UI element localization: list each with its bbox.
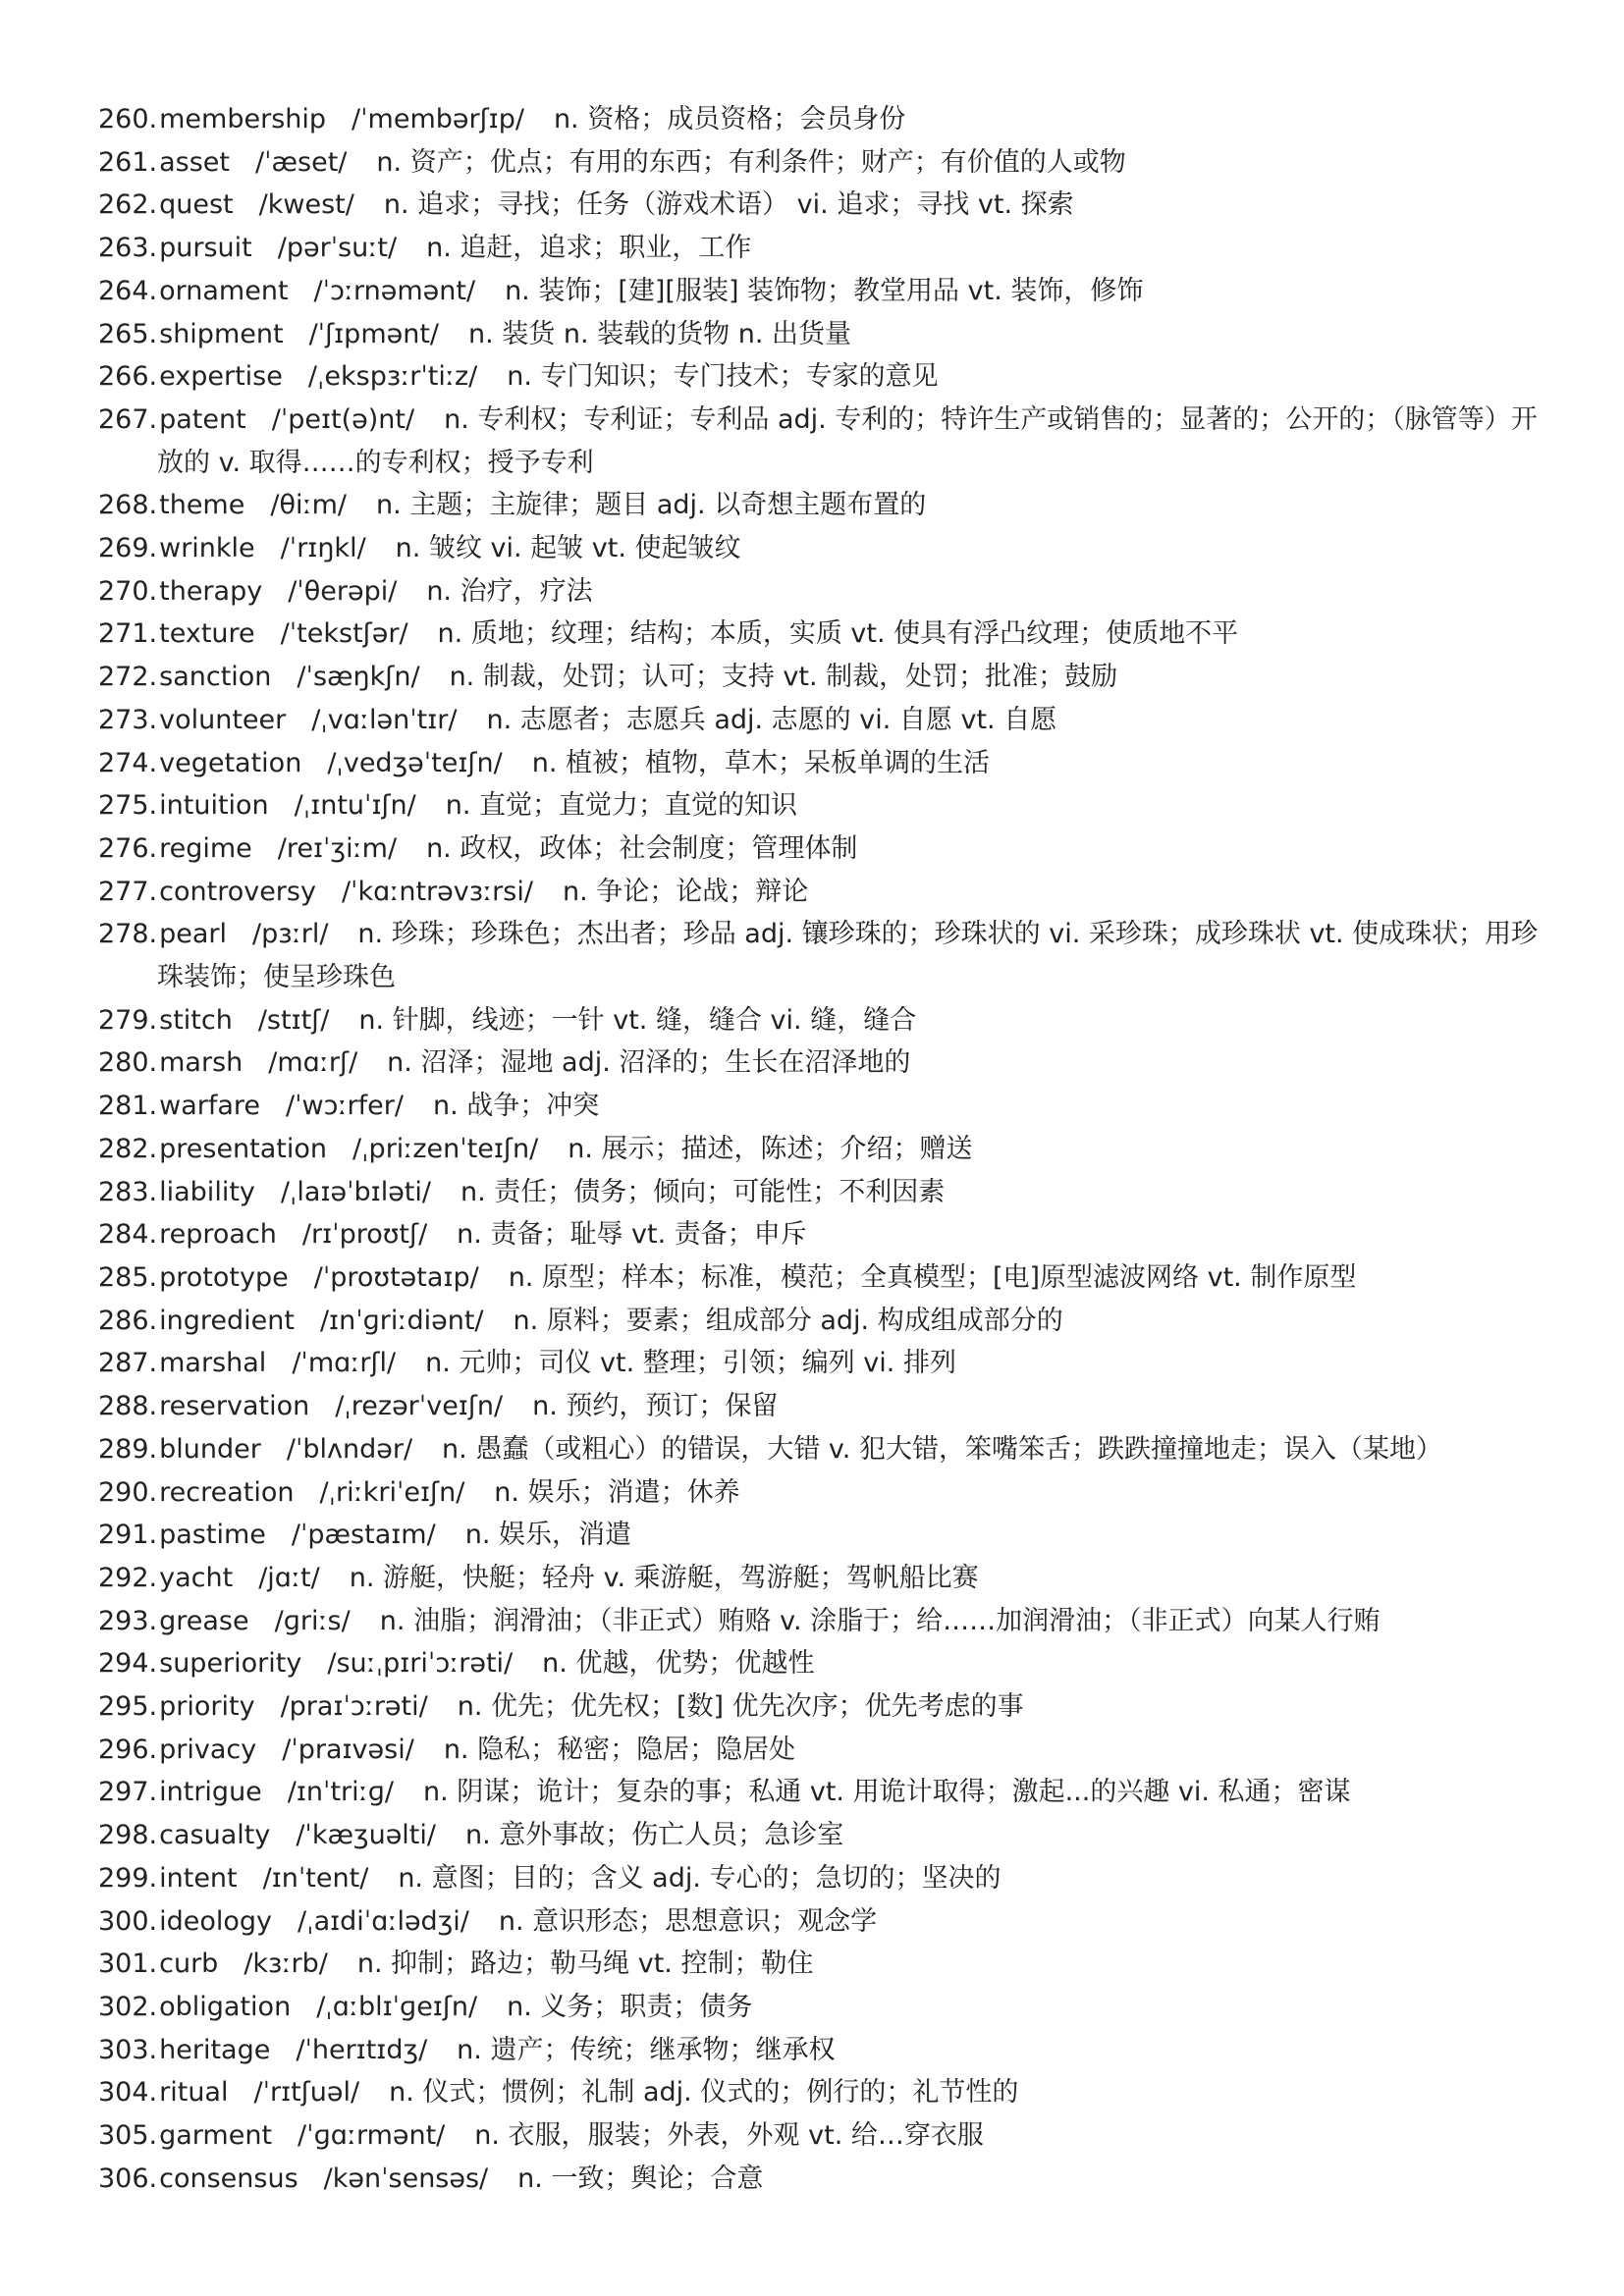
entry-pronunciation: /kwest/: [258, 189, 354, 221]
entry-pronunciation: /ˌvɑːlənˈtɪr/: [311, 704, 458, 735]
entry-number: 299.: [98, 1862, 158, 1894]
entry-pronunciation: /ɪnˈɡriːdiənt/: [319, 1305, 484, 1336]
entry-number: 291.: [98, 1520, 158, 1551]
entry-definition: n. 隐私；秘密；隐居；隐居处: [443, 1734, 796, 1765]
entry-pronunciation: /ˈɔːrnəmənt/: [313, 275, 476, 306]
entry-word: priority: [159, 1691, 255, 1723]
entry-word: ingredient: [159, 1305, 295, 1336]
vocab-entry: [98, 1128, 1542, 1171]
entry-pronunciation: /ˈrɪtʃuəl/: [253, 2077, 360, 2109]
entry-word: curb: [159, 1949, 219, 1980]
entry-definition: n. 预约，预订；保留: [532, 1391, 779, 1422]
entry-word: texture: [159, 618, 255, 650]
entry-pronunciation: /ɡriːs/: [274, 1605, 351, 1636]
entry-word: prototype: [159, 1261, 289, 1293]
entry-word: recreation: [159, 1476, 295, 1508]
entry-definition: n. 质地；纹理；结构；本质，实质 vt. 使具有浮凸纹理；使质地不平: [437, 618, 1239, 650]
entry-number: 266.: [98, 361, 158, 393]
entry-definition: n. 专门知识；专门技术；专家的意见: [507, 361, 939, 393]
vocab-entry: [98, 2029, 1542, 2072]
vocab-entry: [98, 1943, 1542, 1986]
entry-pronunciation: /ˈproʊtətaɪp/: [313, 1261, 479, 1293]
vocab-entry: [98, 1171, 1542, 1214]
entry-definition: n. 意识形态；思想意识；观念学: [498, 1905, 878, 1937]
vocab-entry: [98, 784, 1542, 828]
entry-number: 290.: [98, 1476, 158, 1508]
entry-definition: n. 一致；舆论；合意: [517, 2163, 764, 2194]
entry-definition: n. 愚蠢（或粗心）的错误，大错 v. 犯大错，笨嘴笨舌；跌跌撞撞地走；误入（某地）: [442, 1433, 1442, 1465]
vocab-entry: [98, 1857, 1542, 1900]
entry-word: heritage: [159, 2034, 271, 2065]
entry-pronunciation: /rɪˈproʊtʃ/: [301, 1219, 428, 1251]
entry-word: pearl: [159, 919, 228, 950]
vocab-entry: [98, 1256, 1542, 1300]
entry-number: 262.: [98, 189, 158, 221]
vocab-entry: [98, 1900, 1542, 1944]
vocab-entry: [98, 98, 1542, 141]
entry-definition: n. 展示；描述，陈述；介绍；赠送: [568, 1133, 973, 1164]
entry-number: 306.: [98, 2163, 158, 2194]
entry-word: marshal: [159, 1348, 267, 1379]
entry-word: blunder: [159, 1433, 261, 1465]
entry-pronunciation: /ˈɡɑːrmənt/: [298, 2120, 446, 2152]
entry-number: 270.: [98, 575, 158, 607]
entry-pronunciation: /reɪˈʒiːm/: [277, 832, 398, 864]
entry-pronunciation: /ˈmembərʃɪp/: [352, 104, 524, 134]
entry-pronunciation: /ˌrezərˈveɪʃn/: [335, 1391, 504, 1422]
entry-pronunciation: /pɜːrl/: [252, 919, 329, 950]
entry-word: expertise: [159, 361, 283, 393]
entry-pronunciation: /ˈpraɪvəsi/: [282, 1734, 414, 1765]
entry-word: quest: [159, 189, 234, 221]
entry-definition: n. 娱乐；消遣；休养: [494, 1476, 740, 1508]
entry-definition: n. 遗产；传统；继承物；继承权: [457, 2034, 836, 2065]
entry-number: 304.: [98, 2077, 158, 2109]
entry-definition: n. 植被；植物，草木；呆板单调的生活: [531, 747, 990, 778]
vocab-entry: [98, 2158, 1542, 2201]
entry-pronunciation: /stɪtʃ/: [257, 1004, 330, 1036]
entry-word: garment: [159, 2120, 273, 2152]
vocab-entry: [98, 570, 1542, 614]
entry-number: 263.: [98, 233, 158, 264]
entry-definition: n. 衣服，服装；外表，外观 vt. 给…穿衣服: [474, 2120, 984, 2152]
vocab-entry: [98, 828, 1542, 871]
vocab-entry: [98, 141, 1542, 185]
entry-word: marsh: [159, 1047, 244, 1079]
entry-word: asset: [159, 146, 231, 178]
vocab-entry: [98, 1729, 1542, 1772]
entry-number: 261.: [98, 146, 158, 178]
entry-number: 282.: [98, 1133, 158, 1164]
entry-word: grease: [159, 1605, 249, 1636]
entry-pronunciation: /kənˈsensəs/: [323, 2163, 489, 2194]
vocab-entry: [98, 1041, 1542, 1085]
entry-word: warfare: [159, 1091, 261, 1122]
entry-definition: n. 油脂；润滑油；（非正式）贿赂 v. 涂脂于；给……加润滑油；（非正式）向某人行贿: [379, 1605, 1380, 1636]
vocab-entry: [98, 1471, 1542, 1515]
entry-number: 260.: [98, 104, 158, 134]
entry-word: vegetation: [159, 747, 302, 778]
entry-number: 279.: [98, 1004, 158, 1036]
entry-pronunciation: /ˈpæstaɪm/: [291, 1520, 436, 1551]
entry-number: 274.: [98, 747, 158, 778]
vocab-entry: [98, 1213, 1542, 1256]
entry-word: reproach: [159, 1219, 277, 1251]
entry-pronunciation: /praɪˈɔːrəti/: [280, 1691, 428, 1723]
entry-word: ornament: [159, 275, 289, 306]
vocab-entry: [98, 656, 1542, 699]
vocab-entry: [98, 999, 1542, 1042]
entry-pronunciation: /ˌaɪdiˈɑːlədʒi/: [298, 1905, 469, 1937]
vocab-entry: [98, 613, 1542, 656]
entry-pronunciation: /ˌlaɪəˈbɪləti/: [280, 1176, 431, 1207]
vocab-entry: [98, 313, 1542, 356]
vocab-entry: [98, 355, 1542, 399]
entry-definition: n. 针脚，线迹；一针 vt. 缝，缝合 vi. 缝，缝合: [358, 1004, 917, 1036]
entry-number: 278.: [98, 919, 158, 950]
vocab-entry: [98, 1685, 1542, 1729]
vocab-entry: [98, 742, 1542, 785]
entry-pronunciation: /ˈkɑːntrəvɜːrsi/: [341, 876, 533, 907]
entry-number: 276.: [98, 832, 158, 864]
entry-number: 268.: [98, 490, 158, 521]
entry-pronunciation: /ˈθerəpi/: [288, 575, 398, 607]
entry-word: pursuit: [159, 233, 252, 264]
entry-number: 300.: [98, 1905, 158, 1937]
entry-definition: n. 义务；职责；债务: [507, 1991, 753, 2022]
entry-definition: n. 娱乐，消遣: [464, 1520, 631, 1551]
entry-number: 288.: [98, 1391, 158, 1422]
entry-number: 301.: [98, 1949, 158, 1980]
entry-word: sanction: [159, 662, 272, 693]
entry-pronunciation: /ˈrɪŋkl/: [280, 533, 366, 564]
entry-word: privacy: [159, 1734, 257, 1765]
entry-definition: n. 直觉；直觉力；直觉的知识: [445, 790, 798, 822]
vocab-entry: [98, 1385, 1542, 1428]
entry-word: reservation: [159, 1391, 310, 1422]
entry-number: 275.: [98, 790, 158, 822]
entry-definition: n. 追求；寻找；任务（游戏术语） vi. 追求；寻找 vt. 探索: [383, 189, 1074, 221]
entry-number: 305.: [98, 2120, 158, 2152]
vocab-entry: [98, 1300, 1542, 1343]
entry-word: casualty: [159, 1820, 271, 1851]
entry-pronunciation: /ˈæset/: [255, 146, 348, 178]
vocab-entry: [98, 1814, 1542, 1857]
entry-pronunciation: /jɑːt/: [258, 1562, 320, 1593]
vocabulary-list: [98, 98, 1542, 2200]
entry-number: 283.: [98, 1176, 158, 1207]
vocab-entry: [98, 1085, 1542, 1128]
entry-word: superiority: [159, 1648, 302, 1680]
entry-pronunciation: /ˌpriːzenˈteɪʃn/: [352, 1133, 539, 1164]
vocab-entry: [98, 1986, 1542, 2029]
entry-word: patent: [159, 403, 246, 435]
vocab-entry: [98, 699, 1542, 742]
vocab-entry: [98, 1514, 1542, 1557]
entry-pronunciation: /θiːm/: [270, 490, 347, 521]
vocab-entry: [98, 484, 1542, 527]
entry-definition: n. 抑制；路边；勒马绳 vt. 控制；勒住: [356, 1949, 814, 1980]
entry-word: shipment: [159, 318, 284, 349]
entry-pronunciation: /ˌɪntuˈɪʃn/: [294, 790, 416, 822]
entry-word: ideology: [159, 1905, 273, 1937]
entry-word: intent: [159, 1862, 238, 1894]
entry-definition: n. 装饰；[建][服装] 装饰物；教堂用品 vt. 装饰，修饰: [505, 275, 1144, 306]
entry-definition: n. 仪式；惯例；礼制 adj. 仪式的；例行的；礼节性的: [389, 2077, 1019, 2109]
entry-definition: n. 装货 n. 装载的货物 n. 出货量: [468, 318, 852, 349]
entry-number: 280.: [98, 1047, 158, 1079]
entry-definition: n. 治疗，疗法: [426, 575, 593, 607]
entry-definition: n. 主题；主旋律；题目 adj. 以奇想主题布置的: [375, 490, 927, 521]
entry-pronunciation: /ˌɑːblɪˈɡeɪʃn/: [316, 1991, 478, 2022]
vocab-entry: [98, 270, 1542, 313]
entry-pronunciation: /ɪnˈtent/: [262, 1862, 369, 1894]
entry-number: 292.: [98, 1562, 158, 1593]
entry-pronunciation: /ˈkæʒuəlti/: [296, 1820, 436, 1851]
entry-definition: n. 优越，优势；优越性: [542, 1648, 815, 1680]
vocab-entry: [98, 1557, 1542, 1600]
vocab-entry: [98, 871, 1542, 914]
vocab-entry: [98, 1771, 1542, 1814]
entry-pronunciation: /ˈʃɪpmənt/: [308, 318, 440, 349]
entry-word: stitch: [159, 1004, 233, 1036]
entry-number: 302.: [98, 1991, 158, 2022]
entry-definition: n. 皱纹 vi. 起皱 vt. 使起皱纹: [395, 533, 741, 564]
entry-definition: n. 珍珠；珍珠色；杰出者；珍品 adj. 镶珍珠的；珍珠状的 vi. 采珍珠；成珍珠状 vt. 使成珠状；用珍珠装饰；使呈珍珠色: [157, 919, 1539, 993]
entry-definition: n. 游艇，快艇；轻舟 v. 乘游艇，驾游艇；驾帆船比赛: [349, 1562, 979, 1593]
vocab-entry: [98, 1642, 1542, 1685]
entry-number: 264.: [98, 275, 158, 306]
vocab-entry: [98, 227, 1542, 270]
entry-number: 303.: [98, 2034, 158, 2065]
vocab-entry: [98, 2071, 1542, 2114]
entry-definition: n. 资格；成员资格；会员身份: [553, 104, 906, 134]
entry-word: liability: [159, 1176, 255, 1207]
entry-definition: n. 战争；冲突: [432, 1091, 600, 1122]
entry-number: 269.: [98, 533, 158, 564]
entry-number: 265.: [98, 318, 158, 349]
entry-number: 273.: [98, 704, 158, 735]
entry-definition: n. 沼泽；湿地 adj. 沼泽的；生长在沼泽地的: [387, 1047, 911, 1079]
entry-number: 287.: [98, 1348, 158, 1379]
entry-word: intrigue: [159, 1777, 262, 1808]
entry-word: membership: [159, 104, 327, 134]
entry-word: regime: [159, 832, 252, 864]
entry-pronunciation: /ˈtekstʃər/: [280, 618, 408, 650]
entry-pronunciation: /suːˌpɪriˈɔːrəti/: [327, 1648, 514, 1680]
entry-number: 272.: [98, 662, 158, 693]
entry-number: 286.: [98, 1305, 158, 1336]
entry-number: 293.: [98, 1605, 158, 1636]
entry-number: 297.: [98, 1777, 158, 1808]
entry-word: pastime: [159, 1520, 266, 1551]
entry-definition: n. 志愿者；志愿兵 adj. 志愿的 vi. 自愿 vt. 自愿: [486, 704, 1057, 735]
entry-word: obligation: [159, 1991, 292, 2022]
entry-word: theme: [159, 490, 245, 521]
entry-number: 285.: [98, 1261, 158, 1293]
entry-definition: n. 原型；样本；标准，模范；全真模型；[电]原型滤波网络 vt. 制作原型: [508, 1261, 1357, 1293]
entry-definition: n. 责备；耻辱 vt. 责备；申斥: [457, 1219, 807, 1251]
entry-number: 295.: [98, 1691, 158, 1723]
entry-number: 296.: [98, 1734, 158, 1765]
entry-definition: n. 专利权；专利证；专利品 adj. 专利的；特许生产或销售的；显著的；公开的；（脉管等）开放的 v. 取得……的专利权；授予专利: [157, 403, 1538, 478]
entry-number: 298.: [98, 1820, 158, 1851]
entry-word: presentation: [159, 1133, 328, 1164]
entry-pronunciation: /ˈmɑːrʃl/: [292, 1348, 397, 1379]
entry-definition: n. 阴谋；诡计；复杂的事；私通 vt. 用诡计取得；激起...的兴趣 vi. 私通；密谋: [422, 1777, 1351, 1808]
vocab-entry: [98, 184, 1542, 227]
entry-word: wrinkle: [159, 533, 255, 564]
vocab-entry: [98, 1428, 1542, 1471]
entry-pronunciation: /ˌriːkriˈeɪʃn/: [319, 1476, 465, 1508]
entry-definition: n. 制裁，处罚；认可；支持 vt. 制裁，处罚；批准；鼓励: [449, 662, 1118, 693]
vocab-entry: [98, 2114, 1542, 2158]
entry-word: volunteer: [159, 704, 287, 735]
entry-pronunciation: /kɜːrb/: [244, 1949, 328, 1980]
entry-pronunciation: /ˈherɪtɪdʒ/: [296, 2034, 428, 2065]
entry-definition: n. 意外事故；伤亡人员；急诊室: [465, 1820, 844, 1851]
entry-number: 289.: [98, 1433, 158, 1465]
entry-definition: n. 原料；要素；组成部分 adj. 构成组成部分的: [513, 1305, 1063, 1336]
entry-definition: n. 意图；目的；含义 adj. 专心的；急切的；坚决的: [398, 1862, 1001, 1894]
entry-number: 277.: [98, 876, 158, 907]
entry-definition: n. 资产；优点；有用的东西；有利条件；财产；有价值的人或物: [376, 146, 1126, 178]
entry-definition: n. 追赶，追求；职业，工作: [426, 233, 752, 264]
entry-pronunciation: /ˈsæŋkʃn/: [297, 662, 420, 693]
entry-number: 281.: [98, 1091, 158, 1122]
entry-number: 271.: [98, 618, 158, 650]
entry-word: controversy: [159, 876, 316, 907]
entry-word: ritual: [159, 2077, 229, 2109]
vocab-entry: [98, 399, 1542, 484]
vocab-entry: [98, 1600, 1542, 1643]
entry-pronunciation: /ˈpeɪt(ə)nt/: [271, 403, 415, 435]
entry-definition: n. 争论；论战；辩论: [562, 876, 809, 907]
entry-word: therapy: [159, 575, 263, 607]
entry-pronunciation: /ɪnˈtriːɡ/: [287, 1777, 394, 1808]
entry-pronunciation: /ˈwɔːrfer/: [286, 1091, 404, 1122]
entry-number: 267.: [98, 403, 158, 435]
entry-definition: n. 责任；债务；倾向；可能性；不利因素: [460, 1176, 946, 1207]
entry-pronunciation: /ˈblʌndər/: [286, 1433, 413, 1465]
vocab-entry: [98, 527, 1542, 570]
entry-definition: n. 元帅；司仪 vt. 整理；引领；编列 vi. 排列: [425, 1348, 956, 1379]
entry-word: consensus: [159, 2163, 298, 2194]
entry-pronunciation: /ˌekspɜːrˈtiːz/: [307, 361, 478, 393]
entry-pronunciation: /pərˈsuːt/: [277, 233, 398, 264]
entry-number: 284.: [98, 1219, 158, 1251]
entry-pronunciation: /mɑːrʃ/: [268, 1047, 358, 1079]
entry-pronunciation: /ˌvedʒəˈteɪʃn/: [327, 747, 503, 778]
vocab-entry: [98, 1342, 1542, 1385]
entry-word: intuition: [159, 790, 269, 822]
entry-definition: n. 优先；优先权；[数] 优先次序；优先考虑的事: [457, 1691, 1024, 1723]
entry-definition: n. 政权，政体；社会制度；管理体制: [426, 832, 858, 864]
vocab-entry: [98, 913, 1542, 998]
entry-number: 294.: [98, 1648, 158, 1680]
entry-word: yacht: [159, 1562, 234, 1593]
